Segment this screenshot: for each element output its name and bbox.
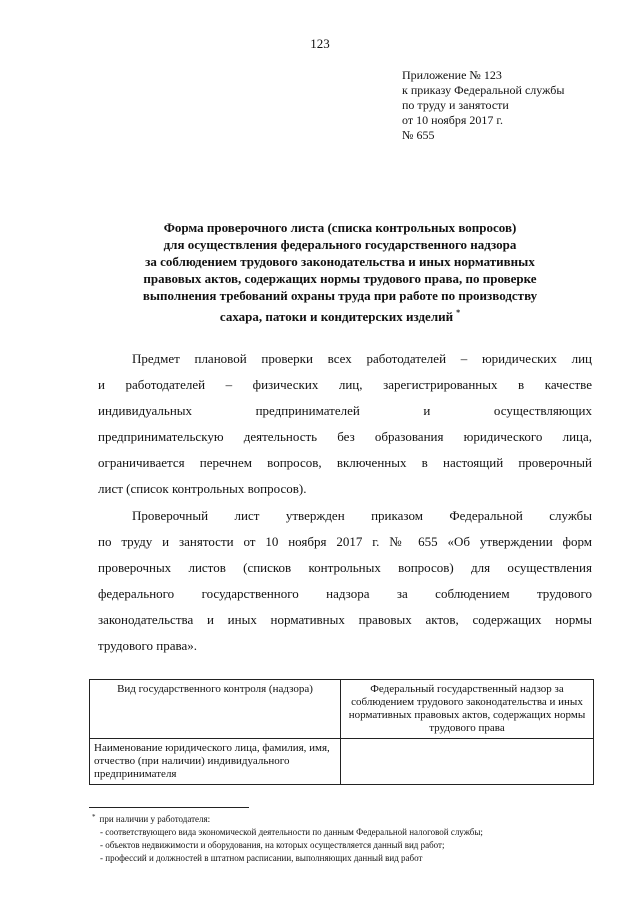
paragraph-line: предпринимательскую деятельность без образования юридического лица, bbox=[98, 429, 592, 444]
footnote-intro-line bbox=[92, 811, 612, 826]
paragraph-line: федерального государственного надзора за соблюдением трудового bbox=[98, 586, 592, 601]
table-cell-label: Вид государственного контроля (надзора) bbox=[90, 680, 341, 739]
paragraph-line: индивидуальных предпринимателей и осуществляющих bbox=[98, 403, 592, 418]
title-line: правовых актов, содержащих нормы трудового права, по проверке bbox=[143, 271, 537, 286]
paragraph-line: лист (список контрольных вопросов). bbox=[98, 481, 307, 496]
title-line: за соблюдением трудового законодательства и иных нормативных bbox=[145, 254, 535, 269]
footnote-mark: * bbox=[92, 813, 96, 821]
paragraph-scope bbox=[98, 346, 592, 502]
table-cell-value bbox=[341, 739, 594, 785]
appendix-line: Приложение № 123 bbox=[402, 68, 502, 82]
footnote-divider bbox=[89, 807, 249, 808]
page-number: 123 bbox=[310, 36, 330, 51]
paragraph-line: по труду и занятости от 10 ноября 2017 г. № 655 «Об утверждении форм bbox=[98, 534, 592, 549]
appendix-block bbox=[402, 68, 622, 143]
appendix-line: № 655 bbox=[402, 128, 435, 142]
paragraph-line: и работодателей – физических лиц, зарегистрированных в качестве bbox=[98, 377, 592, 392]
paragraph-line: законодательства и иных нормативных правовых актов, содержащих нормы bbox=[98, 612, 592, 627]
title-line: для осуществления федерального государственного надзора bbox=[163, 237, 517, 252]
document-title bbox=[80, 219, 600, 325]
paragraph-line: ограничивается перечнем вопросов, включенных в настоящий проверочный bbox=[98, 455, 592, 470]
title-line: сахара, патоки и кондитерских изделий bbox=[219, 309, 454, 324]
appendix-line: от 10 ноября 2017 г. bbox=[402, 113, 503, 127]
title-line-last bbox=[80, 304, 600, 325]
footnote-item: - соответствующего вида экономической деятельности по данным Федеральной налоговой службы; bbox=[100, 827, 483, 837]
appendix-line: по труду и занятости bbox=[402, 98, 509, 112]
table-row bbox=[90, 739, 594, 785]
title-footnote-mark: * bbox=[456, 308, 461, 317]
paragraph-line: проверочных листов (списков контрольных вопросов) для осуществления bbox=[98, 560, 592, 575]
footnotes bbox=[92, 811, 612, 865]
footnote-item: - объектов недвижимости и оборудования, на которых осуществляется данный вид работ; bbox=[100, 840, 445, 850]
footnote-item: - профессий и должностей в штатном расписании, выполняющих данный вид работ bbox=[100, 853, 423, 863]
title-line: Форма проверочного листа (списка контрольных вопросов) bbox=[163, 220, 517, 235]
table-row bbox=[90, 680, 594, 739]
paragraph-line: Проверочный лист утвержден приказом Федеральной службы bbox=[132, 508, 592, 523]
control-type-table bbox=[89, 679, 594, 785]
appendix-line: к приказу Федеральной службы bbox=[402, 83, 565, 97]
paragraph-line: трудового права». bbox=[98, 638, 197, 653]
table-cell-label: Наименование юридического лица, фамилия, имя, отчество (при наличии) индивидуального предпринимателя bbox=[90, 739, 341, 785]
title-line: выполнения требований охраны труда при работе по производству bbox=[142, 288, 538, 303]
table-cell-value: Федеральный государственный надзор за соблюдением трудового законодательства и иных нормативных правовых актов, содержащих нормы трудового права bbox=[341, 680, 594, 739]
paragraph-approval bbox=[98, 503, 592, 659]
paragraph-line: Предмет плановой проверки всех работодателей – юридических лиц bbox=[132, 351, 592, 366]
footnote-intro: при наличии у работодателя: bbox=[99, 814, 211, 824]
